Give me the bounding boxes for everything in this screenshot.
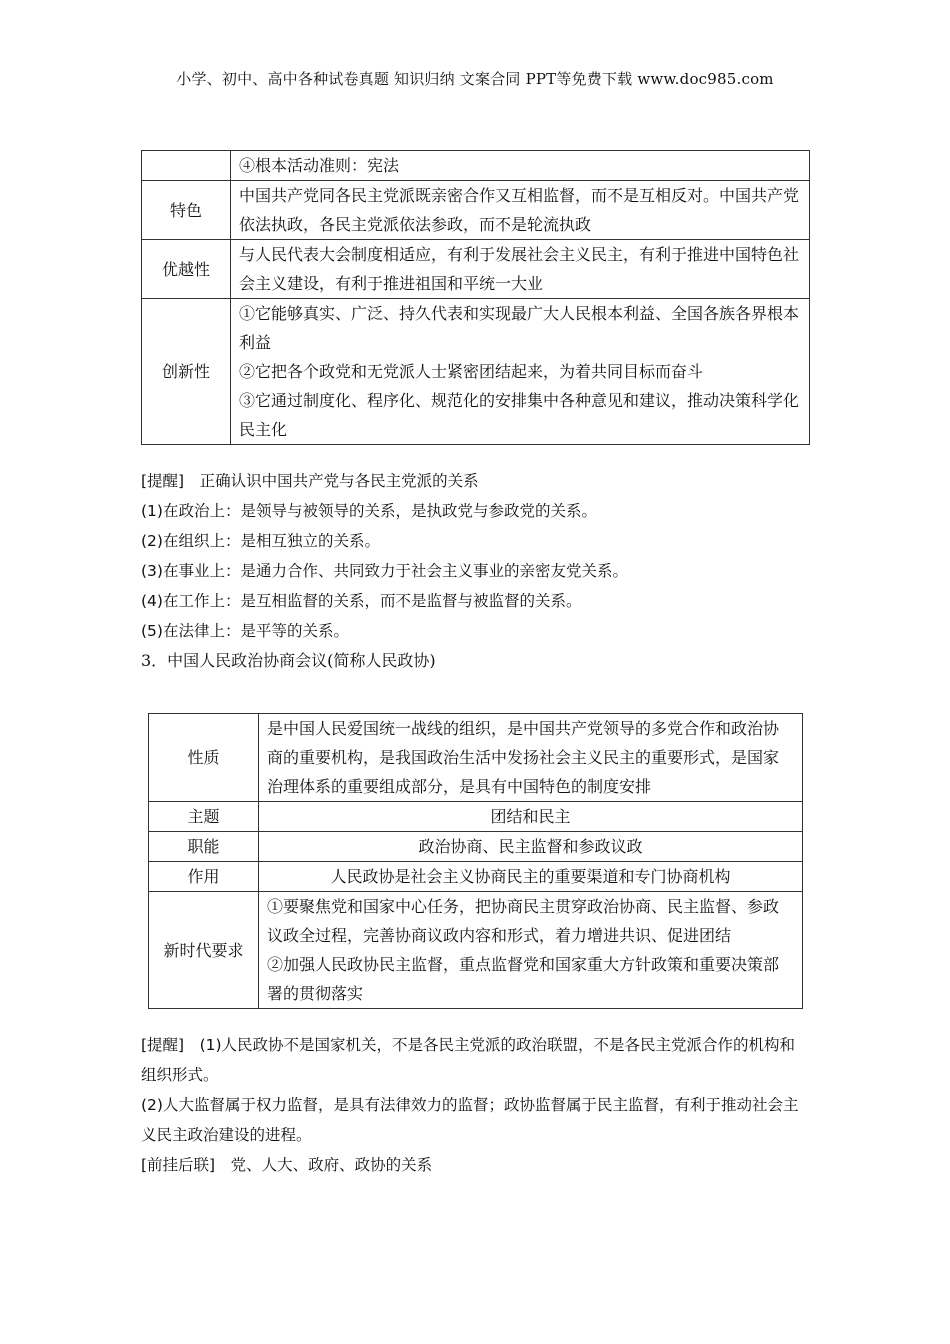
row-content — [259, 832, 803, 862]
content-line: ①它能够真实、广泛、持久代表和实现最广大人民根本利益、全国各族各界根本利益 — [239, 304, 800, 352]
reminder-item: (5)在法律上：是平等的关系。 — [141, 622, 349, 640]
table-row — [142, 240, 810, 299]
table-row — [149, 832, 803, 862]
row-label: 优越性 — [142, 240, 231, 299]
content-line: 团结和民主 — [490, 807, 571, 826]
reminder-paragraph: (2)人大监督属于权力监督，是具有法律效力的监督；政协监督属于民主监督，有利于推动社会主义民主政治建设的进程。 — [141, 1096, 799, 1144]
reminder-item: (2)在组织上：是相互独立的关系。 — [141, 532, 380, 550]
reminder-2 — [141, 1030, 809, 1150]
row-content — [259, 802, 803, 832]
row-content — [259, 892, 803, 1009]
row-label: 性质 — [149, 714, 259, 802]
content-line: 是中国人民爱国统一战线的组织，是中国共产党领导的多党合作和政治协商的重要机构，是我国政治生活中发扬社会主义民主的重要形式，是国家治理体系的重要组成部分，是具有中国特色的制度安排 — [267, 719, 780, 796]
row-content — [259, 862, 803, 892]
reminder-1 — [141, 466, 809, 646]
table-row — [149, 862, 803, 892]
cpc-cooperation-table — [141, 150, 810, 445]
row-content — [231, 151, 810, 181]
table-row — [149, 892, 803, 1009]
reminder-paragraph: [提醒] (1)人民政协不是国家机关，不是各民主党派的政治联盟，不是各民主党派合作的机构和组织形式。 — [141, 1036, 796, 1084]
row-label: 主题 — [149, 802, 259, 832]
content-line: ③它通过制度化、程序化、规范化的安排集中各种意见和建议，推动决策科学化民主化 — [239, 391, 800, 439]
row-label — [142, 151, 231, 181]
table-row — [142, 181, 810, 240]
row-label: 作用 — [149, 862, 259, 892]
row-label: 创新性 — [142, 299, 231, 445]
table-row — [142, 151, 810, 181]
reminder-item: (1)在政治上：是领导与被领导的关系，是执政党与参政党的关系。 — [141, 502, 597, 520]
content-line: 人民政协是社会主义协商民主的重要渠道和专门协商机构 — [330, 867, 731, 886]
row-content — [231, 181, 810, 240]
table-row — [142, 299, 810, 445]
row-label: 新时代要求 — [149, 892, 259, 1009]
row-content — [259, 714, 803, 802]
content-line: 政治协商、民主监督和参政议政 — [418, 837, 643, 856]
row-content — [231, 299, 810, 445]
section-3-title: 3．中国人民政治协商会议(简称人民政协) — [141, 651, 436, 670]
table-row — [149, 714, 803, 802]
row-content — [231, 240, 810, 299]
content-line: ②加强人民政协民主监督，重点监督党和国家重大方针政策和重要决策部署的贯彻落实 — [267, 955, 780, 1003]
content-line: ①要聚焦党和国家中心任务，把协商民主贯穿政治协商、民主监督、参政议政全过程，完善协商议政内容和形式，着力增进共识、促进团结 — [267, 897, 780, 945]
row-label: 职能 — [149, 832, 259, 862]
content-line: ④根本活动准则：宪法 — [239, 156, 400, 175]
cppcc-table — [148, 713, 803, 1009]
table-row — [149, 802, 803, 832]
row-label: 特色 — [142, 181, 231, 240]
page-header: 小学、初中、高中各种试卷真题 知识归纳 文案合同 PPT等免费下载 www.doc985.com — [176, 70, 774, 88]
content-line: ②它把各个政党和无党派人士紧密团结起来，为着共同目标而奋斗 — [239, 362, 704, 381]
reminder-title: [提醒] 正确认识中国共产党与各民主党派的关系 — [141, 472, 479, 490]
link-title: [前挂后联] 党、人大、政府、政协的关系 — [141, 1156, 433, 1174]
content-line: 中国共产党同各民主党派既亲密合作又互相监督，而不是互相反对。中国共产党依法执政，各民主党派依法参政，而不是轮流执政 — [239, 186, 800, 234]
reminder-item: (4)在工作上：是互相监督的关系，而不是监督与被监督的关系。 — [141, 592, 582, 610]
reminder-item: (3)在事业上：是通力合作、共同致力于社会主义事业的亲密友党关系。 — [141, 562, 628, 580]
content-line: 与人民代表大会制度相适应，有利于发展社会主义民主，有利于推进中国特色社会主义建设，有利于推进祖国和平统一大业 — [239, 245, 800, 293]
